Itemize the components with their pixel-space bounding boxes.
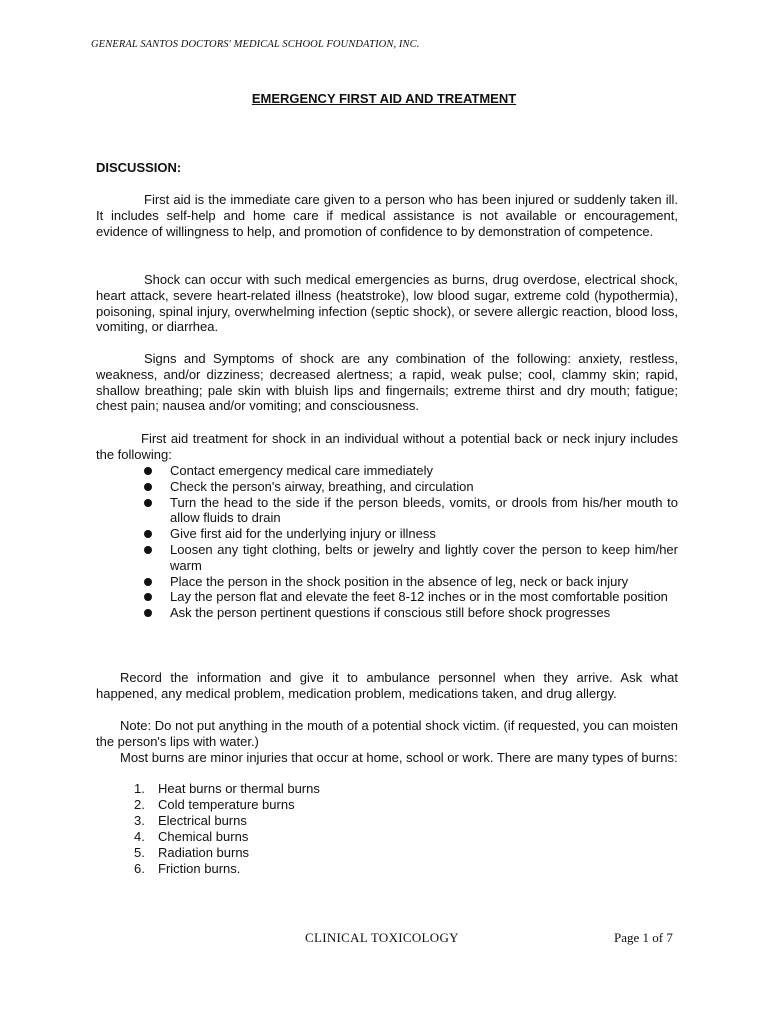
list-item (144, 589, 678, 605)
paragraph-note: Note: Do not put anything in the mouth of a potential shock victim. (if requested, you can moisten the person's lips with water.) (96, 718, 678, 749)
list-item (134, 813, 320, 829)
list-item (144, 495, 678, 527)
list-item-text: Turn the head to the side if the person bleeds, vomits, or drools from his/her mouth to allow fluids to drain (170, 494, 678, 526)
list-item-text: Cold temperature burns (158, 797, 295, 812)
shock-treatment-list (144, 463, 678, 621)
list-item-text: Lay the person flat and elevate the feet 8-12 inches or in the most comfortable position (170, 589, 668, 605)
list-item-text: Friction burns. (158, 861, 241, 876)
bullet-icon (144, 467, 152, 475)
list-item (134, 829, 320, 845)
bullet-icon (144, 546, 152, 554)
paragraph-shock-symptoms: Signs and Symptoms of shock are any combination of the following: anxiety, restless, weakness, and/or dizziness; decreased alertness; a rapid, weak pulse; cool, clammy skin; rapid, shallow breathing; pale skin with bluish lips and fingernails; extreme thirst and dry mouth; fatigue; chest pain; nausea and/or vomiting; and consciousness. (96, 351, 678, 414)
list-number: 1. (134, 781, 145, 796)
list-item (144, 463, 678, 479)
bullet-icon (144, 499, 152, 507)
list-item (144, 526, 678, 542)
list-item (134, 797, 320, 813)
paragraph-record-information: Record the information and give it to ambulance personnel when they arrive. Ask what happened, any medical problem, medication problem, medications taken, and drug allergy. (96, 670, 678, 701)
list-item-text: Loosen any tight clothing, belts or jewelry and lightly cover the person to keep him/her warm (170, 541, 678, 573)
list-item-text: Give first aid for the underlying injury or illness (170, 526, 436, 542)
document-title: EMERGENCY FIRST AID AND TREATMENT (251, 91, 517, 106)
list-item (144, 479, 678, 495)
list-item (134, 845, 320, 861)
list-item-text: Contact emergency medical care immediately (170, 463, 433, 478)
list-item-text: Heat burns or thermal burns (158, 781, 320, 796)
paragraph-shock-causes: Shock can occur with such medical emergencies as burns, drug overdose, electrical shock, heart attack, severe heart-related illness (heatstroke), low blood sugar, extreme cold (hypothermia), poisoning, spinal injury, overwhelming infection (septic shock), or severe allergic reaction, blood loss, vomiting, or diarrhea. (96, 272, 678, 335)
paragraph-shock-treatment-intro: First aid treatment for shock in an individual without a potential back or neck injury includes the following: (96, 431, 678, 462)
list-item (134, 861, 320, 877)
footer-course-title: CLINICAL TOXICOLOGY (305, 930, 459, 945)
list-item-text: Chemical burns (158, 829, 249, 844)
paragraph-burns-intro: Most burns are minor injuries that occur at home, school or work. There are many types of burns: (120, 750, 678, 765)
list-item-text: Ask the person pertinent questions if conscious still before shock progresses (170, 605, 611, 621)
burn-types-list (134, 781, 320, 877)
discussion-heading: DISCUSSION: (96, 160, 182, 175)
list-item (144, 574, 678, 590)
list-item-text: Check the person's airway, breathing, and circulation (170, 478, 474, 494)
paragraph-first-aid-definition: First aid is the immediate care given to a person who has been injured or suddenly taken ill. It includes self-help and home care if medical assistance is not available or encouragement, evidence of willingness to help, and promotion of confidence to by demonstration of competence. (96, 192, 678, 239)
list-item-text: Electrical burns (158, 813, 247, 828)
list-number: 2. (134, 797, 145, 812)
list-item (144, 542, 678, 574)
footer-page-number: Page 1 of 7 (614, 930, 673, 945)
list-number: 3. (134, 813, 145, 828)
list-item (144, 605, 678, 621)
bullet-icon (144, 483, 152, 491)
list-item (134, 781, 320, 797)
bullet-icon (144, 578, 152, 586)
bullet-icon (144, 593, 152, 601)
document-header: GENERAL SANTOS DOCTORS' MEDICAL SCHOOL FOUNDATION, INC. (91, 39, 420, 50)
bullet-icon (144, 530, 152, 538)
list-item-text: Place the person in the shock position in the absence of leg, neck or back injury (170, 573, 629, 589)
list-item-text: Radiation burns (158, 845, 250, 860)
list-number: 5. (134, 845, 145, 860)
list-number: 4. (134, 829, 145, 844)
list-number: 6. (134, 861, 145, 876)
bullet-icon (144, 609, 152, 617)
